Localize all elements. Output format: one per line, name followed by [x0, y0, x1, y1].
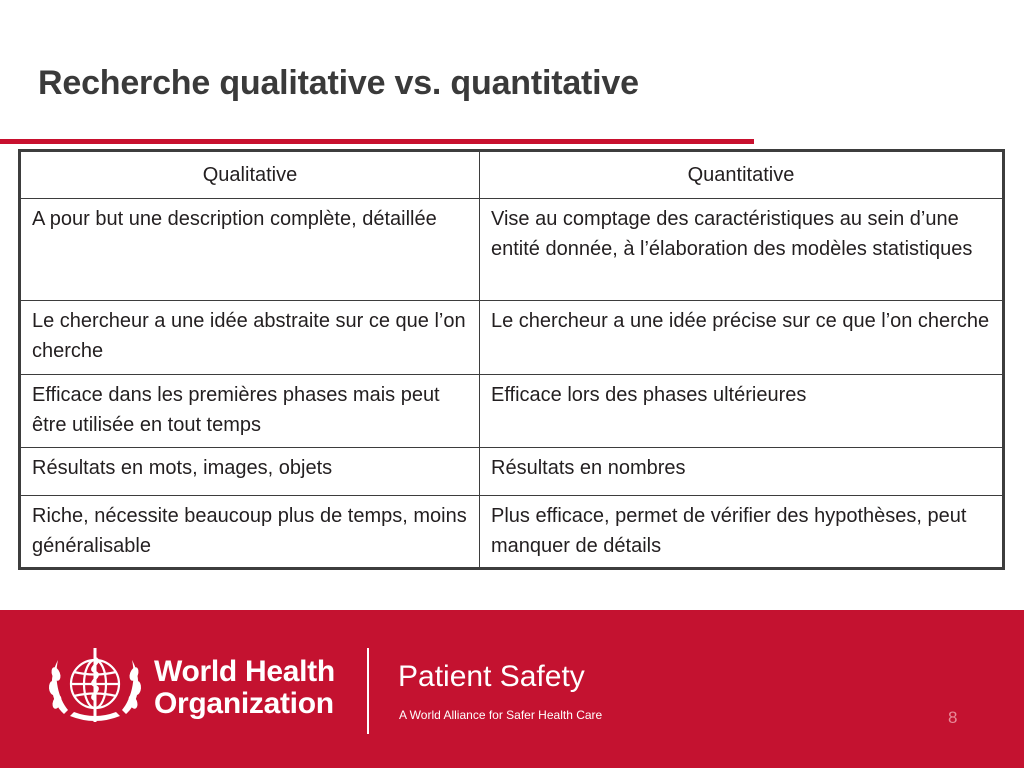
qualitative-cell: Riche, nécessite beaucoup plus de temps, moins généralisable [20, 496, 480, 569]
patient-safety-tagline: A World Alliance for Safer Health Care [399, 708, 603, 722]
who-emblem-icon [44, 644, 146, 724]
header-qualitative: Qualitative [20, 151, 480, 199]
qualitative-cell: Le chercheur a une idée abstraite sur ce que l’on cherche [20, 301, 480, 375]
quantitative-cell: Le chercheur a une idée précise sur ce que l’on cherche [480, 301, 1004, 375]
qualitative-cell: Efficace dans les premières phases mais peut être utilisée en tout temps [20, 375, 480, 448]
table-row [20, 448, 1004, 496]
quantitative-cell: Plus efficace, permet de vérifier des hypothèses, peut manquer de détails [480, 496, 1004, 569]
qualitative-cell: Résultats en mots, images, objets [20, 448, 480, 496]
quantitative-cell: Efficace lors des phases ultérieures [480, 375, 1004, 448]
quantitative-cell: Vise au comptage des caractéristiques au sein d’une entité donnée, à l’élaboration des modèles statistiques [480, 199, 1004, 301]
table-row [20, 199, 1004, 301]
table-header-row [20, 151, 1004, 199]
title-underline [0, 139, 754, 144]
qualitative-cell: A pour but une description complète, détaillée [20, 199, 480, 301]
page-number: 8 [948, 708, 958, 727]
who-wordmark [154, 656, 335, 720]
who-name-line1: World Health [154, 655, 335, 688]
patient-safety-title: Patient Safety [398, 660, 585, 693]
slide-title: Recherche qualitative vs. quantitative [38, 64, 639, 102]
who-name-line2: Organization [154, 687, 334, 720]
table-row [20, 375, 1004, 448]
table-row [20, 496, 1004, 569]
header-quantitative: Quantitative [480, 151, 1004, 199]
footer-divider [367, 648, 369, 734]
comparison-table [18, 149, 1005, 570]
table-row [20, 301, 1004, 375]
quantitative-cell: Résultats en nombres [480, 448, 1004, 496]
